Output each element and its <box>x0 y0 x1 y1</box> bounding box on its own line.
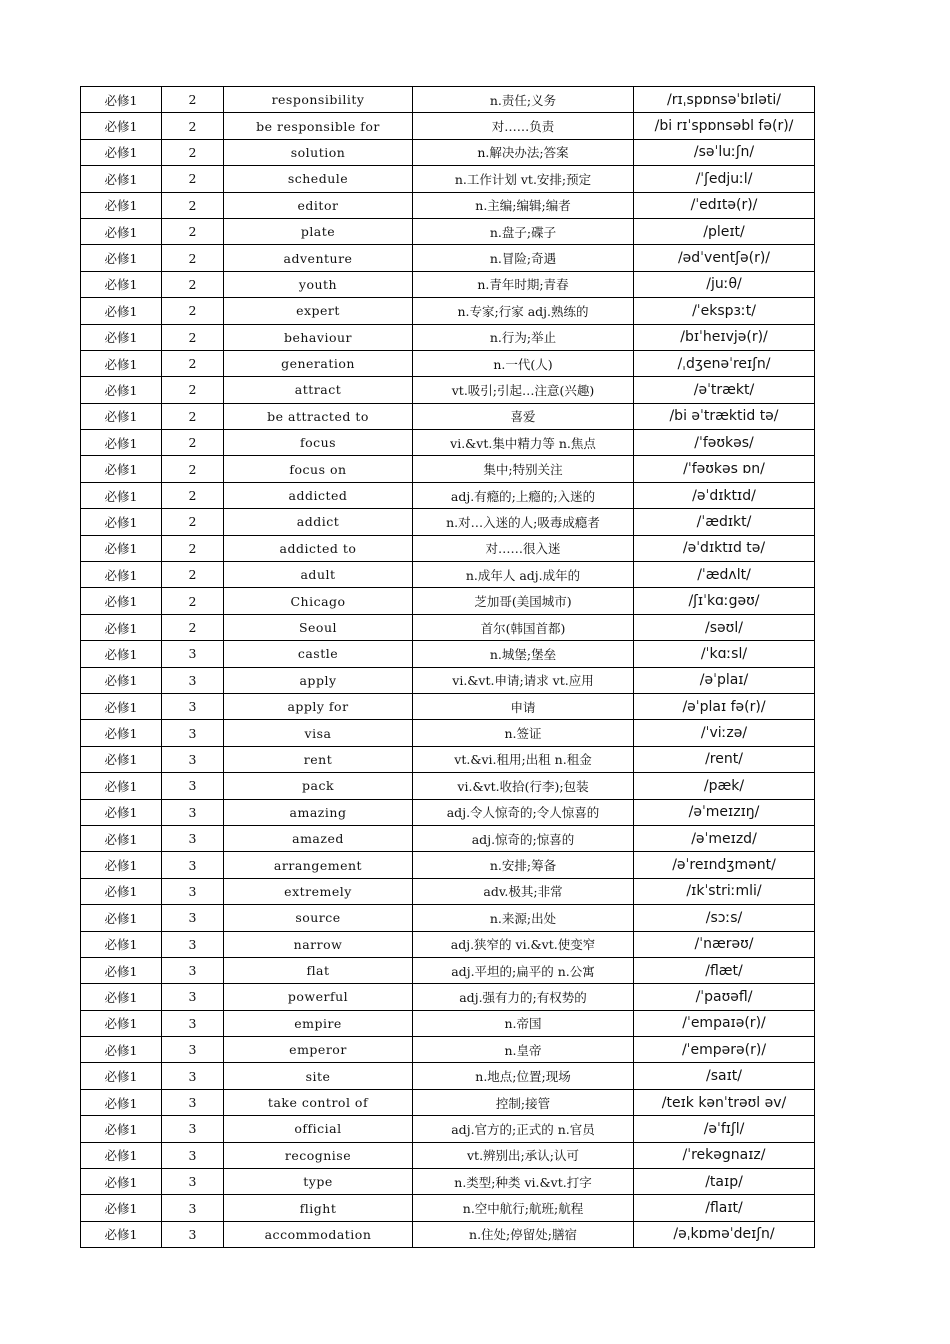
definition-cell: 首尔(韩国首都) <box>413 614 634 640</box>
table-row <box>81 245 815 271</box>
table-row <box>81 271 815 297</box>
table-row <box>81 693 815 719</box>
book-cell: 必修1 <box>81 799 162 825</box>
book-cell: 必修1 <box>81 852 162 878</box>
table-row <box>81 430 815 456</box>
unit-cell: 2 <box>162 377 224 403</box>
phonetic-cell: /əˈdɪktɪd/ <box>634 482 815 508</box>
book-cell: 必修1 <box>81 456 162 482</box>
phonetic-cell: /əˈplaɪ fə(r)/ <box>634 693 815 719</box>
definition-cell: n.住处;停留处;膳宿 <box>413 1221 634 1247</box>
word-cell: focus on <box>224 456 413 482</box>
definition-cell: 喜爱 <box>413 403 634 429</box>
phonetic-cell: /ˌdʒenəˈreɪʃn/ <box>634 350 815 376</box>
word-cell: expert <box>224 298 413 324</box>
book-cell: 必修1 <box>81 667 162 693</box>
phonetic-cell: /ɪkˈstriːmli/ <box>634 878 815 904</box>
phonetic-cell: /flaɪt/ <box>634 1195 815 1221</box>
book-cell: 必修1 <box>81 350 162 376</box>
word-cell: apply for <box>224 693 413 719</box>
word-cell: castle <box>224 641 413 667</box>
word-cell: attract <box>224 377 413 403</box>
table-row <box>81 482 815 508</box>
phonetic-cell: /ˈviːzə/ <box>634 720 815 746</box>
unit-cell: 2 <box>162 562 224 588</box>
table-row <box>81 1063 815 1089</box>
unit-cell: 3 <box>162 1116 224 1142</box>
definition-cell: vt.辨别出;承认;认可 <box>413 1142 634 1168</box>
phonetic-cell: /bɪˈheɪvjə(r)/ <box>634 324 815 350</box>
phonetic-cell: /ˈrekəgnaɪz/ <box>634 1142 815 1168</box>
word-cell: take control of <box>224 1089 413 1115</box>
book-cell: 必修1 <box>81 377 162 403</box>
table-row <box>81 350 815 376</box>
book-cell: 必修1 <box>81 641 162 667</box>
definition-cell: n.一代(人) <box>413 350 634 376</box>
phonetic-cell: /bi rɪˈspɒnsəbl fə(r)/ <box>634 113 815 139</box>
word-cell: amazed <box>224 825 413 851</box>
table-row <box>81 456 815 482</box>
unit-cell: 3 <box>162 1089 224 1115</box>
definition-cell: n.来源;出处 <box>413 905 634 931</box>
phonetic-cell: /əˈmeɪzd/ <box>634 825 815 851</box>
phonetic-cell: /ˈempərə(r)/ <box>634 1037 815 1063</box>
word-cell: powerful <box>224 984 413 1010</box>
unit-cell: 2 <box>162 403 224 429</box>
definition-cell: 集中;特别关注 <box>413 456 634 482</box>
book-cell: 必修1 <box>81 1010 162 1036</box>
phonetic-cell: /ˈʃedjuːl/ <box>634 166 815 192</box>
definition-cell: n.地点;位置;现场 <box>413 1063 634 1089</box>
table-row <box>81 878 815 904</box>
phonetic-cell: /ˈedɪtə(r)/ <box>634 192 815 218</box>
word-cell: addict <box>224 509 413 535</box>
book-cell: 必修1 <box>81 931 162 957</box>
unit-cell: 3 <box>162 852 224 878</box>
phonetic-cell: /ədˈventʃə(r)/ <box>634 245 815 271</box>
definition-cell: 芝加哥(美国城市) <box>413 588 634 614</box>
definition-cell: 申请 <box>413 693 634 719</box>
book-cell: 必修1 <box>81 166 162 192</box>
unit-cell: 2 <box>162 139 224 165</box>
unit-cell: 2 <box>162 535 224 561</box>
unit-cell: 2 <box>162 614 224 640</box>
definition-cell: n.帝国 <box>413 1010 634 1036</box>
book-cell: 必修1 <box>81 1195 162 1221</box>
table-row <box>81 377 815 403</box>
book-cell: 必修1 <box>81 588 162 614</box>
phonetic-cell: /pleɪt/ <box>634 218 815 244</box>
table-row <box>81 192 815 218</box>
book-cell: 必修1 <box>81 87 162 113</box>
book-cell: 必修1 <box>81 1221 162 1247</box>
word-cell: addicted <box>224 482 413 508</box>
unit-cell: 3 <box>162 905 224 931</box>
book-cell: 必修1 <box>81 113 162 139</box>
definition-cell: vt.&vi.租用;出租 n.租金 <box>413 746 634 772</box>
phonetic-cell: /taɪp/ <box>634 1169 815 1195</box>
unit-cell: 3 <box>162 1142 224 1168</box>
definition-cell: n.行为;举止 <box>413 324 634 350</box>
definition-cell: vt.吸引;引起…注意(兴趣) <box>413 377 634 403</box>
definition-cell: adj.有瘾的;上瘾的;入迷的 <box>413 482 634 508</box>
word-cell: editor <box>224 192 413 218</box>
book-cell: 必修1 <box>81 720 162 746</box>
word-cell: focus <box>224 430 413 456</box>
unit-cell: 3 <box>162 984 224 1010</box>
definition-cell: n.城堡;堡垒 <box>413 641 634 667</box>
table-row <box>81 166 815 192</box>
vocabulary-table-body <box>81 87 815 1248</box>
definition-cell: adj.平坦的;扁平的 n.公寓 <box>413 957 634 983</box>
unit-cell: 3 <box>162 825 224 851</box>
phonetic-cell: /ˈfəʊkəs/ <box>634 430 815 456</box>
definition-cell: n.类型;种类 vi.&vt.打字 <box>413 1169 634 1195</box>
word-cell: type <box>224 1169 413 1195</box>
definition-cell: 对……很入迷 <box>413 535 634 561</box>
word-cell: adult <box>224 562 413 588</box>
book-cell: 必修1 <box>81 192 162 218</box>
book-cell: 必修1 <box>81 403 162 429</box>
definition-cell: 对……负责 <box>413 113 634 139</box>
book-cell: 必修1 <box>81 324 162 350</box>
unit-cell: 2 <box>162 245 224 271</box>
word-cell: recognise <box>224 1142 413 1168</box>
book-cell: 必修1 <box>81 271 162 297</box>
word-cell: adventure <box>224 245 413 271</box>
word-cell: youth <box>224 271 413 297</box>
book-cell: 必修1 <box>81 1169 162 1195</box>
book-cell: 必修1 <box>81 1089 162 1115</box>
word-cell: official <box>224 1116 413 1142</box>
phonetic-cell: /ˈædʌlt/ <box>634 562 815 588</box>
table-row <box>81 667 815 693</box>
word-cell: apply <box>224 667 413 693</box>
table-row <box>81 984 815 1010</box>
table-row <box>81 1195 815 1221</box>
unit-cell: 3 <box>162 773 224 799</box>
word-cell: behaviour <box>224 324 413 350</box>
word-cell: narrow <box>224 931 413 957</box>
book-cell: 必修1 <box>81 430 162 456</box>
phonetic-cell: /əˈdɪktɪd tə/ <box>634 535 815 561</box>
book-cell: 必修1 <box>81 746 162 772</box>
table-row <box>81 1142 815 1168</box>
phonetic-cell: /sɔːs/ <box>634 905 815 931</box>
word-cell: accommodation <box>224 1221 413 1247</box>
unit-cell: 2 <box>162 87 224 113</box>
unit-cell: 3 <box>162 931 224 957</box>
word-cell: generation <box>224 350 413 376</box>
definition-cell: n.对…入迷的人;吸毒成瘾者 <box>413 509 634 535</box>
phonetic-cell: /ˈfəʊkəs ɒn/ <box>634 456 815 482</box>
phonetic-cell: /flæt/ <box>634 957 815 983</box>
phonetic-cell: /pæk/ <box>634 773 815 799</box>
unit-cell: 2 <box>162 113 224 139</box>
phonetic-cell: /rɪˌspɒnsəˈbɪləti/ <box>634 87 815 113</box>
book-cell: 必修1 <box>81 1037 162 1063</box>
unit-cell: 3 <box>162 693 224 719</box>
unit-cell: 2 <box>162 218 224 244</box>
phonetic-cell: /bi əˈtræktid tə/ <box>634 403 815 429</box>
phonetic-cell: /ˈædɪkt/ <box>634 509 815 535</box>
table-row <box>81 1169 815 1195</box>
unit-cell: 2 <box>162 324 224 350</box>
book-cell: 必修1 <box>81 509 162 535</box>
book-cell: 必修1 <box>81 535 162 561</box>
table-row <box>81 562 815 588</box>
unit-cell: 3 <box>162 799 224 825</box>
definition-cell: n.主编;编辑;编者 <box>413 192 634 218</box>
book-cell: 必修1 <box>81 1063 162 1089</box>
phonetic-cell: /əˌkɒməˈdeɪʃn/ <box>634 1221 815 1247</box>
unit-cell: 2 <box>162 271 224 297</box>
table-row <box>81 535 815 561</box>
definition-cell: n.工作计划 vt.安排;预定 <box>413 166 634 192</box>
phonetic-cell: /əˈtrækt/ <box>634 377 815 403</box>
table-row <box>81 746 815 772</box>
word-cell: be attracted to <box>224 403 413 429</box>
unit-cell: 2 <box>162 482 224 508</box>
table-row <box>81 931 815 957</box>
definition-cell: adv.极其;非常 <box>413 878 634 904</box>
unit-cell: 2 <box>162 298 224 324</box>
definition-cell: n.空中航行;航班;航程 <box>413 1195 634 1221</box>
phonetic-cell: /ʃɪˈkɑːgəʊ/ <box>634 588 815 614</box>
book-cell: 必修1 <box>81 825 162 851</box>
definition-cell: n.签证 <box>413 720 634 746</box>
word-cell: amazing <box>224 799 413 825</box>
table-row <box>81 1010 815 1036</box>
book-cell: 必修1 <box>81 614 162 640</box>
book-cell: 必修1 <box>81 482 162 508</box>
table-row <box>81 852 815 878</box>
book-cell: 必修1 <box>81 298 162 324</box>
unit-cell: 2 <box>162 430 224 456</box>
unit-cell: 3 <box>162 667 224 693</box>
table-row <box>81 298 815 324</box>
definition-cell: n.责任;义务 <box>413 87 634 113</box>
word-cell: arrangement <box>224 852 413 878</box>
definition-cell: n.解决办法;答案 <box>413 139 634 165</box>
definition-cell: n.专家;行家 adj.熟练的 <box>413 298 634 324</box>
phonetic-cell: /səˈluːʃn/ <box>634 139 815 165</box>
phonetic-cell: /əˈmeɪzɪŋ/ <box>634 799 815 825</box>
definition-cell: n.皇帝 <box>413 1037 634 1063</box>
book-cell: 必修1 <box>81 1116 162 1142</box>
word-cell: schedule <box>224 166 413 192</box>
word-cell: flight <box>224 1195 413 1221</box>
unit-cell: 3 <box>162 1037 224 1063</box>
word-cell: site <box>224 1063 413 1089</box>
unit-cell: 3 <box>162 878 224 904</box>
table-row <box>81 1221 815 1247</box>
table-row <box>81 957 815 983</box>
word-cell: addicted to <box>224 535 413 561</box>
book-cell: 必修1 <box>81 693 162 719</box>
unit-cell: 2 <box>162 350 224 376</box>
table-row <box>81 720 815 746</box>
table-row <box>81 641 815 667</box>
definition-cell: adj.强有力的;有权势的 <box>413 984 634 1010</box>
table-row <box>81 139 815 165</box>
definition-cell: n.冒险;奇遇 <box>413 245 634 271</box>
definition-cell: adj.令人惊奇的;令人惊喜的 <box>413 799 634 825</box>
unit-cell: 3 <box>162 720 224 746</box>
table-row <box>81 509 815 535</box>
book-cell: 必修1 <box>81 878 162 904</box>
word-cell: plate <box>224 218 413 244</box>
definition-cell: adj.官方的;正式的 n.官员 <box>413 1116 634 1142</box>
phonetic-cell: /əˈplaɪ/ <box>634 667 815 693</box>
unit-cell: 3 <box>162 957 224 983</box>
definition-cell: n.安排;筹备 <box>413 852 634 878</box>
unit-cell: 2 <box>162 456 224 482</box>
unit-cell: 3 <box>162 1221 224 1247</box>
book-cell: 必修1 <box>81 245 162 271</box>
phonetic-cell: /səʊl/ <box>634 614 815 640</box>
table-row <box>81 1116 815 1142</box>
phonetic-cell: /ˈempaɪə(r)/ <box>634 1010 815 1036</box>
phonetic-cell: /saɪt/ <box>634 1063 815 1089</box>
unit-cell: 3 <box>162 1010 224 1036</box>
table-row <box>81 1089 815 1115</box>
word-cell: flat <box>224 957 413 983</box>
book-cell: 必修1 <box>81 957 162 983</box>
definition-cell: n.盘子;碟子 <box>413 218 634 244</box>
word-cell: responsibility <box>224 87 413 113</box>
table-row <box>81 825 815 851</box>
book-cell: 必修1 <box>81 562 162 588</box>
word-cell: source <box>224 905 413 931</box>
book-cell: 必修1 <box>81 984 162 1010</box>
word-cell: solution <box>224 139 413 165</box>
definition-cell: vi.&vt.申请;请求 vt.应用 <box>413 667 634 693</box>
unit-cell: 3 <box>162 1169 224 1195</box>
table-row <box>81 614 815 640</box>
table-row <box>81 87 815 113</box>
book-cell: 必修1 <box>81 139 162 165</box>
table-row <box>81 588 815 614</box>
phonetic-cell: /əˈfɪʃl/ <box>634 1116 815 1142</box>
definition-cell: n.成年人 adj.成年的 <box>413 562 634 588</box>
word-cell: visa <box>224 720 413 746</box>
book-cell: 必修1 <box>81 905 162 931</box>
phonetic-cell: /ˈpaʊəfl/ <box>634 984 815 1010</box>
table-row <box>81 1037 815 1063</box>
word-cell: rent <box>224 746 413 772</box>
definition-cell: 控制;接管 <box>413 1089 634 1115</box>
table-row <box>81 403 815 429</box>
definition-cell: vi.&vt.集中精力等 n.焦点 <box>413 430 634 456</box>
phonetic-cell: /ˈekspɜːt/ <box>634 298 815 324</box>
phonetic-cell: /ˈkɑːsl/ <box>634 641 815 667</box>
definition-cell: adj.狭窄的 vi.&vt.使变窄 <box>413 931 634 957</box>
unit-cell: 3 <box>162 1195 224 1221</box>
word-cell: be responsible for <box>224 113 413 139</box>
definition-cell: vi.&vt.收拾(行李);包装 <box>413 773 634 799</box>
table-row <box>81 218 815 244</box>
word-cell: pack <box>224 773 413 799</box>
word-cell: emperor <box>224 1037 413 1063</box>
phonetic-cell: /juːθ/ <box>634 271 815 297</box>
unit-cell: 2 <box>162 588 224 614</box>
unit-cell: 2 <box>162 509 224 535</box>
word-cell: Seoul <box>224 614 413 640</box>
unit-cell: 3 <box>162 641 224 667</box>
word-cell: empire <box>224 1010 413 1036</box>
phonetic-cell: /ˈnærəʊ/ <box>634 931 815 957</box>
unit-cell: 2 <box>162 192 224 218</box>
definition-cell: adj.惊奇的;惊喜的 <box>413 825 634 851</box>
definition-cell: n.青年时期;青春 <box>413 271 634 297</box>
phonetic-cell: /teɪk kənˈtrəʊl əv/ <box>634 1089 815 1115</box>
word-cell: extremely <box>224 878 413 904</box>
unit-cell: 3 <box>162 746 224 772</box>
table-row <box>81 905 815 931</box>
book-cell: 必修1 <box>81 773 162 799</box>
unit-cell: 3 <box>162 1063 224 1089</box>
phonetic-cell: /rent/ <box>634 746 815 772</box>
phonetic-cell: /əˈreɪndʒmənt/ <box>634 852 815 878</box>
book-cell: 必修1 <box>81 218 162 244</box>
table-row <box>81 799 815 825</box>
vocabulary-table <box>80 86 815 1248</box>
table-row <box>81 113 815 139</box>
table-row <box>81 324 815 350</box>
book-cell: 必修1 <box>81 1142 162 1168</box>
word-cell: Chicago <box>224 588 413 614</box>
unit-cell: 2 <box>162 166 224 192</box>
table-row <box>81 773 815 799</box>
